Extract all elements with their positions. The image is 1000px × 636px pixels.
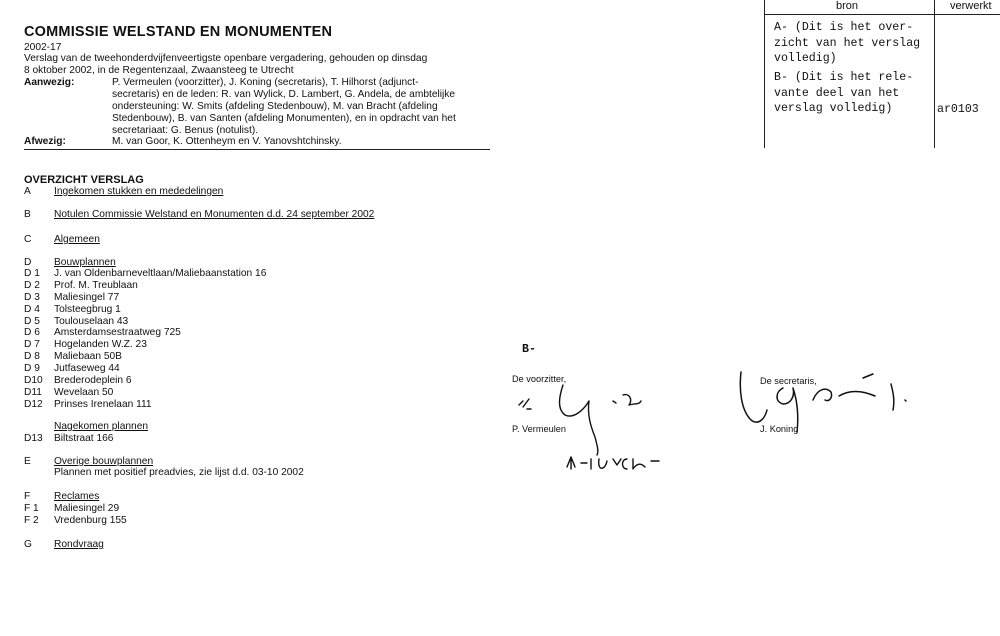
section-code: C bbox=[24, 234, 32, 245]
item-code: D10 bbox=[24, 375, 43, 386]
voorzitter-label: De voorzitter, bbox=[512, 374, 567, 384]
secretaris-signature bbox=[735, 370, 920, 445]
secretaris-name: J. Koning bbox=[760, 424, 799, 434]
item-code: F 2 bbox=[24, 515, 39, 526]
aanwezig-line: secretaris) en de leden: R. van Wylick, D. Lambert, G. Andela, de ambtelijke bbox=[112, 89, 456, 100]
item-code: D 6 bbox=[24, 327, 40, 338]
stamp-note-line: B- (Dit is het rele- bbox=[774, 71, 914, 84]
section-overige-bouwplannen: Overige bouwplannen bbox=[54, 456, 154, 467]
section-code: B bbox=[24, 209, 31, 220]
item-code: D13 bbox=[24, 433, 43, 444]
section-ingekomen-stukken: Ingekomen stukken en mededelingen bbox=[54, 186, 224, 197]
section-rondvraag: Rondvraag bbox=[54, 539, 104, 550]
stamp-note-line: verslag volledig) bbox=[774, 102, 893, 115]
voorzitter-signature bbox=[505, 375, 680, 485]
stamp-note-line: vante deel van het bbox=[774, 86, 900, 100]
section-code: A bbox=[24, 186, 31, 197]
list-item: Vredenburg 155 bbox=[54, 515, 127, 526]
aanwezig-line: secretariaat: G. Benus (notulist). bbox=[112, 125, 259, 136]
aanwezig-list bbox=[112, 77, 492, 137]
meeting-description-line-1: Verslag van de tweehonderdvijfenveertigste openbare vergadering, gehouden op dinsdag bbox=[24, 53, 428, 64]
list-item: Tolsteegbrug 1 bbox=[54, 304, 121, 315]
aanwezig-label: Aanwezig: bbox=[24, 77, 75, 88]
item-code: D11 bbox=[24, 387, 42, 398]
list-item: J. van Oldenbarneveltlaan/Maliebaanstation 16 bbox=[54, 268, 267, 279]
stamp-note-line: zicht van het verslag bbox=[774, 36, 921, 50]
stamp-note-a bbox=[774, 20, 920, 67]
list-item: Prof. M. Treublaan bbox=[54, 280, 138, 291]
overzicht-title: OVERZICHT VERSLAG bbox=[24, 174, 144, 186]
stamp-archive-code: ar0103 bbox=[937, 103, 979, 116]
stamp-note-line: A- (Dit is het over- bbox=[774, 21, 914, 34]
item-code: D 7 bbox=[24, 339, 40, 350]
stamp-header-bron: bron bbox=[836, 0, 859, 12]
afwezig-label: Afwezig: bbox=[24, 136, 66, 147]
stamp-header-verwerkt: verwerkt bbox=[950, 0, 992, 12]
voorzitter-name: P. Vermeulen bbox=[512, 424, 566, 434]
item-code: D 2 bbox=[24, 280, 40, 291]
item-code: D 3 bbox=[24, 292, 40, 303]
secretaris-label: De secretaris, bbox=[760, 376, 817, 386]
item-code: D 4 bbox=[24, 304, 40, 315]
document-title: COMMISSIE WELSTAND EN MONUMENTEN bbox=[24, 24, 333, 40]
list-item: Prinses Irenelaan 111 bbox=[54, 399, 152, 410]
aanwezig-line: P. Vermeulen (voorzitter), J. Koning (secretaris), T. Hilhorst (adjunct- bbox=[112, 77, 419, 88]
list-item: Toulouselaan 43 bbox=[54, 316, 129, 327]
meeting-description-line-2: 8 oktober 2002, in de Regentenzaal, Zwaansteeg te Utrecht bbox=[24, 65, 294, 76]
stamp-note-line: volledig) bbox=[774, 52, 837, 65]
aanwezig-line: Stedenbouw), B. van Santen (afdeling Monumenten), en in opdracht van het bbox=[112, 113, 456, 124]
meeting-number: 2002-17 bbox=[24, 42, 62, 53]
item-code: D 8 bbox=[24, 351, 40, 362]
list-item: Wevelaan 50 bbox=[54, 387, 114, 398]
stamp-note-b bbox=[774, 70, 913, 117]
afwezig-text: M. van Goor, K. Ottenheym en V. Yanovshtchinsky. bbox=[112, 136, 342, 147]
list-item: Brederodeplein 6 bbox=[54, 375, 132, 386]
list-item: Maliebaan 50B bbox=[54, 351, 122, 362]
item-code: D 9 bbox=[24, 363, 40, 374]
section-nagekomen-plannen: Nagekomen plannen bbox=[54, 421, 149, 432]
list-item: Jutfaseweg 44 bbox=[54, 363, 120, 374]
list-item: Hogelanden W.Z. 23 bbox=[54, 339, 147, 350]
list-item: Maliesingel 29 bbox=[54, 503, 120, 514]
header-divider bbox=[24, 149, 490, 150]
item-code: F 1 bbox=[24, 503, 39, 514]
section-notulen: Notulen Commissie Welstand en Monumenten d.d. 24 september 2002 bbox=[54, 209, 375, 220]
section-code: E bbox=[24, 456, 31, 467]
section-code: F bbox=[24, 491, 31, 502]
list-item: Biltstraat 166 bbox=[54, 433, 114, 444]
stamp-header-rule bbox=[764, 14, 1000, 15]
section-code: D bbox=[24, 257, 32, 268]
stamp-column-divider bbox=[934, 0, 935, 148]
section-code: G bbox=[24, 539, 32, 550]
aanwezig-line: ondersteuning: W. Smits (afdeling Stedenbouw), M. van Bracht (afdeling bbox=[112, 101, 438, 112]
overige-bouwplannen-note: Plannen met positief preadvies, zie lijst d.d. 03-10 2002 bbox=[54, 467, 304, 478]
section-reclames: Reclames bbox=[54, 491, 100, 502]
item-code: D 1 bbox=[24, 268, 40, 279]
archive-stamp bbox=[764, 0, 1000, 148]
item-code: D12 bbox=[24, 399, 43, 410]
section-bouwplannen: Bouwplannen bbox=[54, 257, 116, 268]
section-algemeen: Algemeen bbox=[54, 234, 100, 245]
signature-section-mark: B- bbox=[522, 343, 536, 356]
item-code: D 5 bbox=[24, 316, 40, 327]
stamp-border-left bbox=[764, 0, 765, 148]
list-item: Amsterdamsestraatweg 725 bbox=[54, 327, 181, 338]
list-item: Maliesingel 77 bbox=[54, 292, 120, 303]
